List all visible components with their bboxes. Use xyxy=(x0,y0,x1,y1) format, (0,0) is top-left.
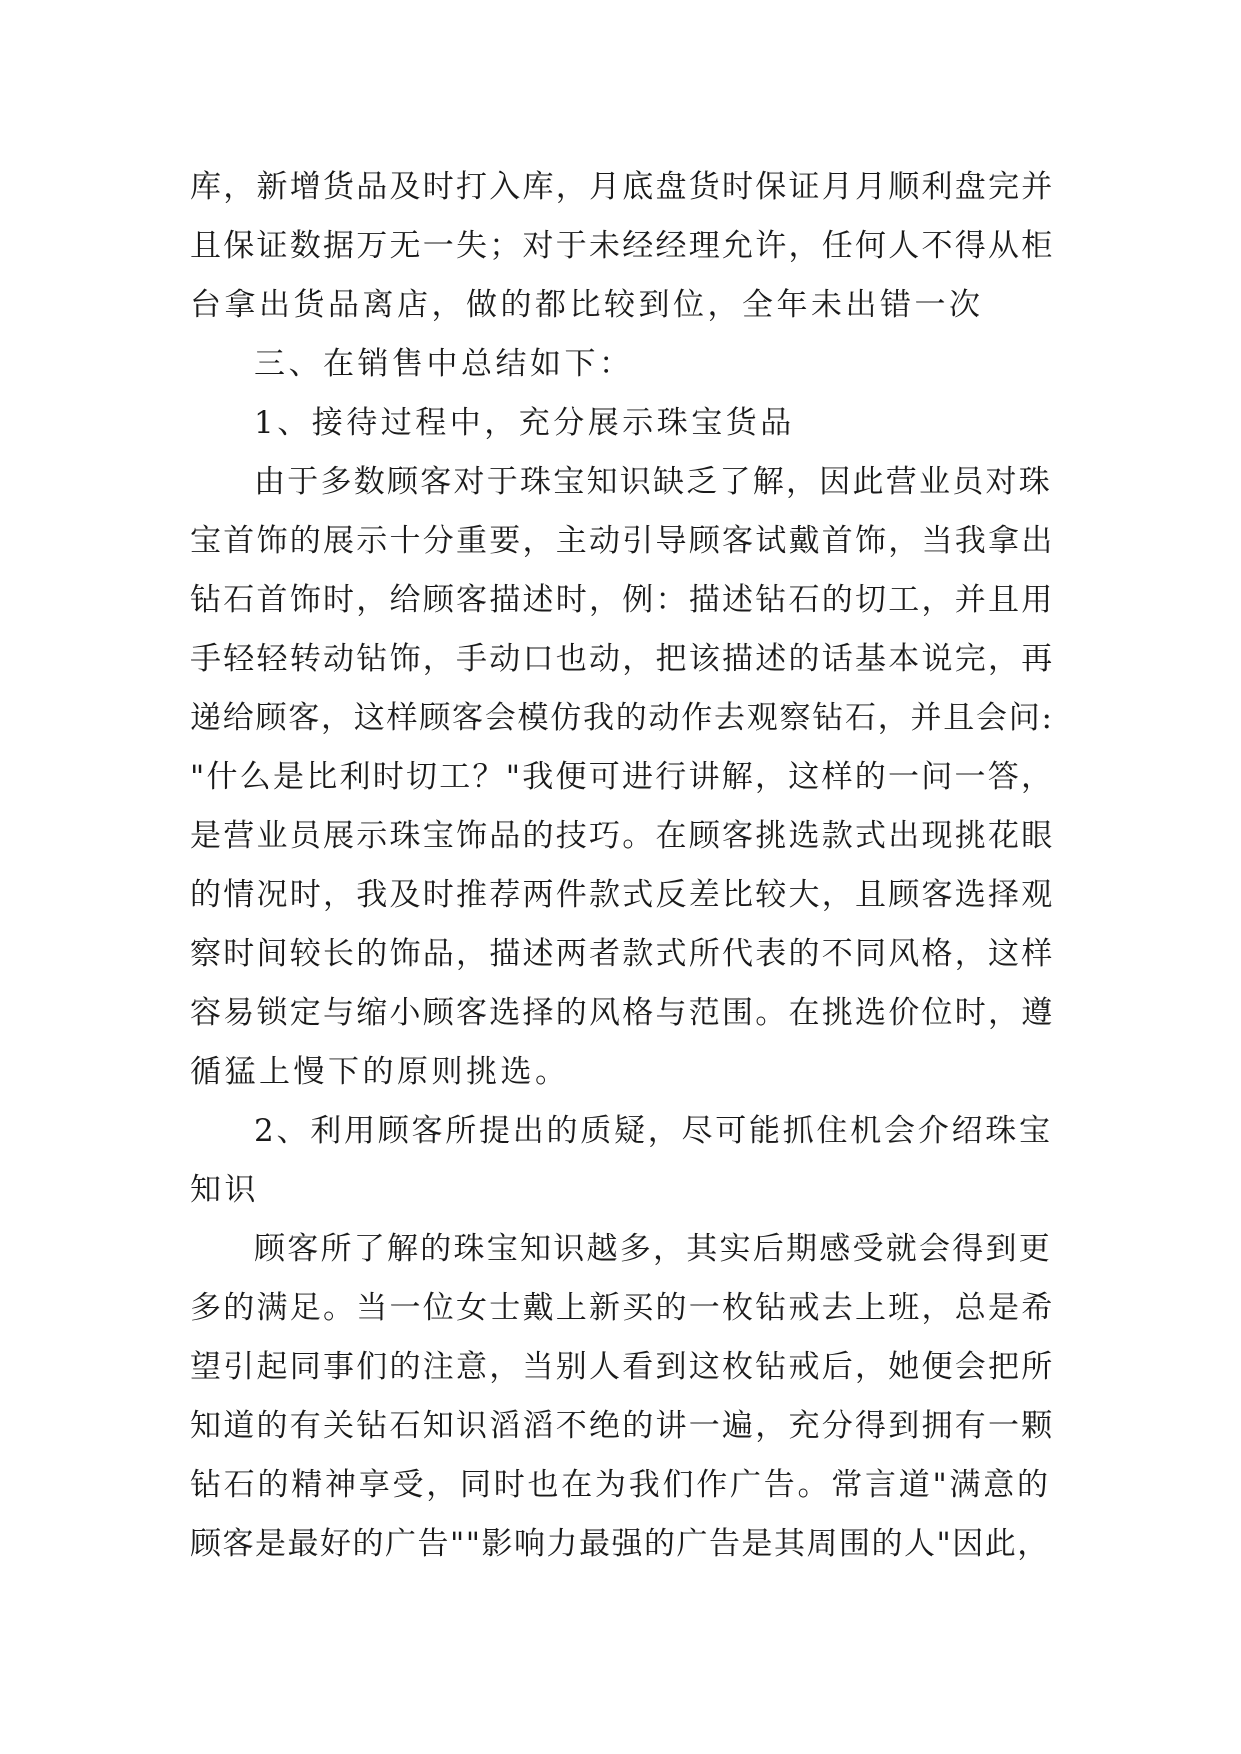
text-line: 1、接待过程中，充分展示珠宝货品 xyxy=(254,405,795,441)
text-line: 察时间较长的饰品，描述两者款式所代表的不同风格，这样 xyxy=(190,936,1055,972)
text-line: 三、在销售中总结如下： xyxy=(254,346,634,382)
text-line: 库，新增货品及时打入库，月底盘货时保证月月顺利盘完并 xyxy=(190,169,1055,205)
text-line: 钻石的精神享受，同时也在为我们作广告。常言道"满意的 xyxy=(190,1467,1051,1503)
text-line: 顾客所了解的珠宝知识越多，其实后期感受就会得到更 xyxy=(254,1231,1052,1267)
text-line: 容易锁定与缩小顾客选择的风格与范围。在挑选价位时，遵 xyxy=(190,995,1055,1031)
text-line: 由于多数顾客对于珠宝知识缺乏了解，因此营业员对珠 xyxy=(254,464,1052,500)
text-line: 知识 xyxy=(190,1172,259,1208)
text-line: 宝首饰的展示十分重要，主动引导顾客试戴首饰，当我拿出 xyxy=(190,523,1055,559)
text-line: 且保证数据万无一失；对于未经经理允许，任何人不得从柜 xyxy=(190,228,1055,264)
text-line: 台拿出货品离店，做的都比较到位，全年未出错一次 xyxy=(190,287,984,323)
text-line: 多的满足。当一位女士戴上新买的一枚钻戒去上班，总是希 xyxy=(190,1290,1055,1326)
text-line: 知道的有关钻石知识滔滔不绝的讲一遍，充分得到拥有一颗 xyxy=(190,1408,1055,1444)
text-line: 递给顾客，这样顾客会模仿我的动作去观察钻石，并且会问: xyxy=(190,700,1054,736)
text-line: 望引起同事们的注意，当别人看到这枚钻戒后，她便会把所 xyxy=(190,1349,1055,1385)
text-line: 的情况时，我及时推荐两件款式反差比较大，且顾客选择观 xyxy=(190,877,1055,913)
text-line: 钻石首饰时，给顾客描述时，例：描述钻石的切工，并且用 xyxy=(190,582,1055,618)
text-line: "什么是比利时切工？"我便可进行讲解，这样的一问一答， xyxy=(190,759,1055,795)
text-line: 是营业员展示珠宝饰品的技巧。在顾客挑选款式出现挑花眼 xyxy=(190,818,1055,854)
text-line: 循猛上慢下的原则挑选。 xyxy=(190,1054,570,1090)
body-text xyxy=(190,158,1055,1574)
text-line: 顾客是最好的广告""影响力最强的广告是其周围的人"因此， xyxy=(190,1526,1050,1562)
text-line: 手轻轻转动钻饰，手动口也动，把该描述的话基本说完，再 xyxy=(190,641,1055,677)
text-line: 2、利用顾客所提出的质疑，尽可能抓住机会介绍珠宝 xyxy=(254,1113,1053,1149)
